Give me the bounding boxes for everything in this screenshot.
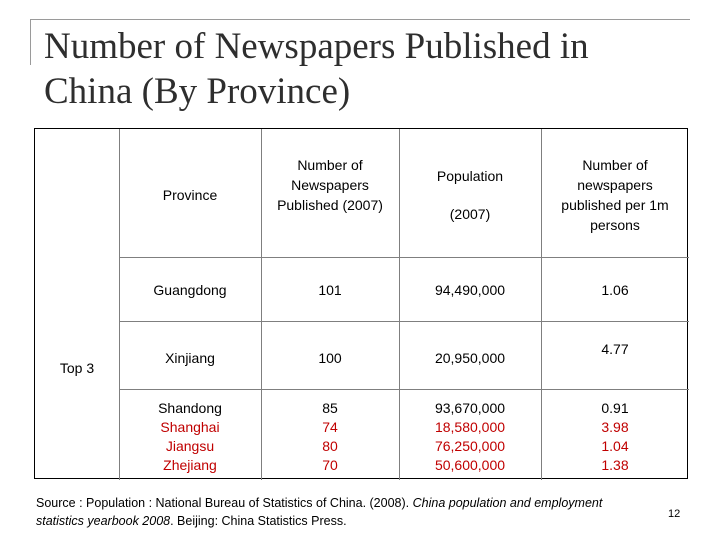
page-number: 12 [668,508,681,520]
row-per-million: 3.98 [601,419,629,435]
row-newspapers: 74 [322,419,338,435]
source-prefix: Source : Population : National Bureau of Statistics of China. (2008). [36,496,413,510]
table-divider [119,321,689,322]
header-province: Province [162,187,218,203]
row-province: Shandong [158,400,222,416]
row-population: 18,580,000 [434,419,506,435]
row-per-million: 4.77 [601,341,629,357]
row-province: Zhejiang [163,457,217,473]
group-label-top3: Top 3 [59,360,95,376]
row-population: 93,670,000 [434,400,506,416]
row-newspapers: 70 [322,457,338,473]
row-per-million: 0.91 [601,400,629,416]
row-newspapers: 85 [322,400,338,416]
table-divider [119,257,689,258]
row-newspapers: 101 [318,282,342,298]
source-citation [36,494,636,530]
row-population: 76,250,000 [434,438,506,454]
row-per-million: 1.04 [601,438,629,454]
row-province: Guangdong [153,282,227,298]
row-newspapers: 80 [322,438,338,454]
row-province: Shanghai [160,419,220,435]
row-province: Jiangsu [165,438,215,454]
row-population: 94,490,000 [434,282,506,298]
row-newspapers: 100 [318,350,342,366]
title-accent-line [30,19,31,65]
row-per-million: 1.06 [601,282,629,298]
newspapers-table [34,128,688,479]
header-population-year: (2007) [449,206,491,222]
slide-title: Number of Newspapers Published in China (By Province) [44,26,589,112]
table-divider [119,389,689,390]
source-suffix: . Beijing: China Statistics Press. [170,514,347,528]
row-per-million: 1.38 [601,457,629,473]
row-population: 20,950,000 [434,350,506,366]
row-province: Xinjiang [165,350,215,366]
title-divider-line [30,19,690,20]
header-per-million: Number of newspapers published per 1m persons [561,157,669,233]
header-population: Population [436,168,504,184]
header-newspapers: Number of Newspapers Published (2007) [277,157,383,213]
row-population: 50,600,000 [434,457,506,473]
source-title: China population and employment statistics yearbook 2008 [36,496,603,528]
